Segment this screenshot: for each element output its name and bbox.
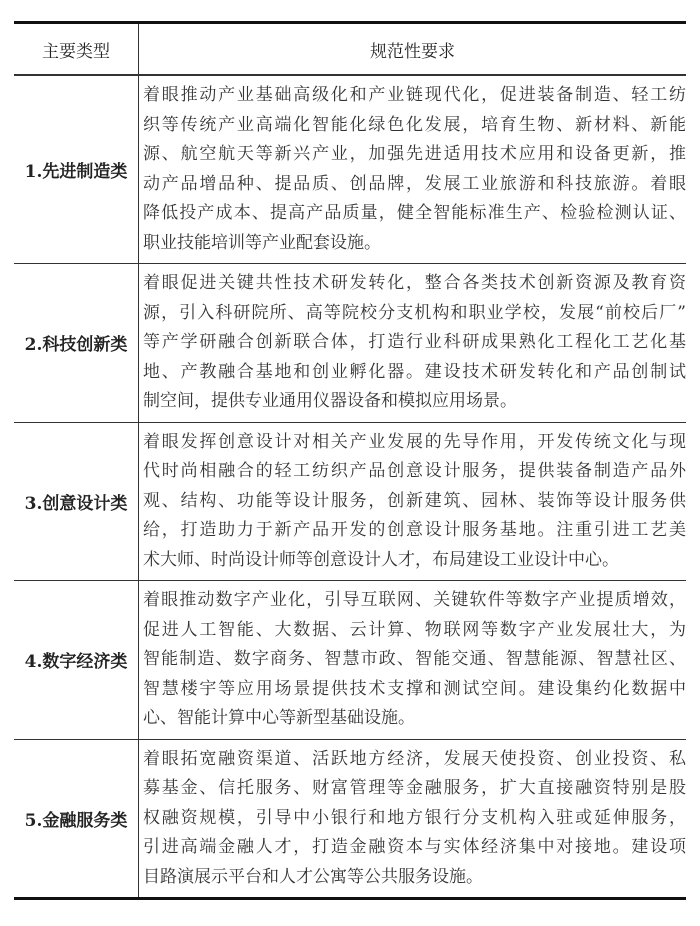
- row-requirements: [139, 740, 686, 898]
- requirement-line: 着眼促进关键共性技术研发转化，整合各类技术创新资源及教育资: [143, 273, 686, 293]
- requirement-line: 目路演展示平台和人才公寓等公共服务设施。: [143, 866, 483, 887]
- requirement-line: 观、结构、功能等设计服务，创新建筑、园林、装饰等设计服务供: [143, 490, 686, 511]
- requirement-line: 着眼推动数字产业化，引导互联网、关键软件等数字产业提质增效，: [143, 590, 686, 610]
- table-row: [14, 422, 686, 581]
- requirement-line: 降低投产成本、提高产品质量，健全智能标准生产、检验检测认证、: [143, 203, 686, 223]
- row-type: 4.数字经济类: [14, 581, 139, 739]
- row-type: 3.创意设计类: [14, 423, 139, 581]
- requirement-line: 源，引入科研院所、高等院校分支机构和职业学校，发展“前校后厂”: [143, 302, 686, 323]
- row-type: 2.科技创新类: [14, 264, 139, 422]
- requirement-line: 着眼发挥创意设计对相关产业发展的先导作用，开发传统文化与现: [143, 431, 686, 452]
- requirement-line: 代时尚相融合的轻工纺织产品创意设计服务，提供装备制造产品外: [143, 461, 686, 481]
- requirement-line: 职业技能培训等产业配套设施。: [143, 232, 381, 253]
- table-header: [14, 24, 686, 75]
- table-row: [14, 580, 686, 739]
- row-requirements: [139, 423, 686, 581]
- row-requirements: [139, 76, 686, 263]
- table-row: [14, 75, 686, 263]
- requirement-line: 制空间，提供专业通用仪器设备和模拟应用场景。: [143, 391, 517, 411]
- header-requirements: 规范性要求: [370, 41, 455, 62]
- row-requirements: [139, 264, 686, 422]
- row-type: 5.金融服务类: [14, 740, 139, 898]
- requirements-table: [14, 21, 686, 900]
- requirement-line: 心、智能计算中心等新型基础设施。: [143, 708, 415, 728]
- row-type: 1.先进制造类: [14, 76, 139, 263]
- row-requirements: [139, 581, 686, 739]
- requirement-line: 募基金、信托服务、财富管理等金融服务，扩大直接融资特别是股: [143, 778, 686, 798]
- requirement-line: 权融资规模，引导中小银行和地方银行分支机构入驻或延伸服务，: [143, 807, 686, 828]
- requirement-line: 着眼推动产业基础高级化和产业链现代化，促进装备制造、轻工纺: [143, 85, 686, 105]
- requirement-line: 织等传统产业高端化智能化绿色化发展，培育生物、新材料、新能: [143, 114, 686, 135]
- table-row: [14, 263, 686, 422]
- table-body: [14, 75, 686, 897]
- requirement-line: 动产品增品种、提品质、创品牌，发展工业旅游和科技旅游。着眼: [143, 173, 686, 194]
- requirement-line: 等产学研融合创新联合体，打造行业科研成果熟化工程化工艺化基: [143, 332, 686, 352]
- requirement-line: 促进人工智能、大数据、云计算、物联网等数字产业发展壮大，为: [143, 619, 686, 640]
- requirement-line: 引进高端金融人才，打造金融资本与实体经济集中对接地。建设项: [143, 837, 686, 857]
- table-row: [14, 739, 686, 898]
- header-main-type: 主要类型: [14, 24, 139, 74]
- requirement-line: 着眼拓宽融资渠道、活跃地方经济，发展天使投资、创业投资、私: [143, 748, 686, 769]
- requirement-line: 地、产教融合基地和创业孵化器。建设技术研发转化和产品创制试: [143, 361, 686, 382]
- requirement-line: 智慧楼宇等应用场景提供技术支撑和测试空间。建设集约化数据中: [143, 678, 686, 699]
- requirement-line: 智能制造、数字商务、智慧市政、智能交通、智慧能源、智慧社区、: [143, 649, 686, 669]
- requirement-line: 给，打造助力于新产品开发的创意设计服务基地。注重引进工艺美: [143, 520, 686, 540]
- requirement-line: 源、航空航天等新兴产业，加强先进适用技术应用和设备更新，推: [143, 144, 686, 164]
- requirement-line: 术大师、时尚设计师等创意设计人才，布局建设工业设计中心。: [143, 549, 619, 570]
